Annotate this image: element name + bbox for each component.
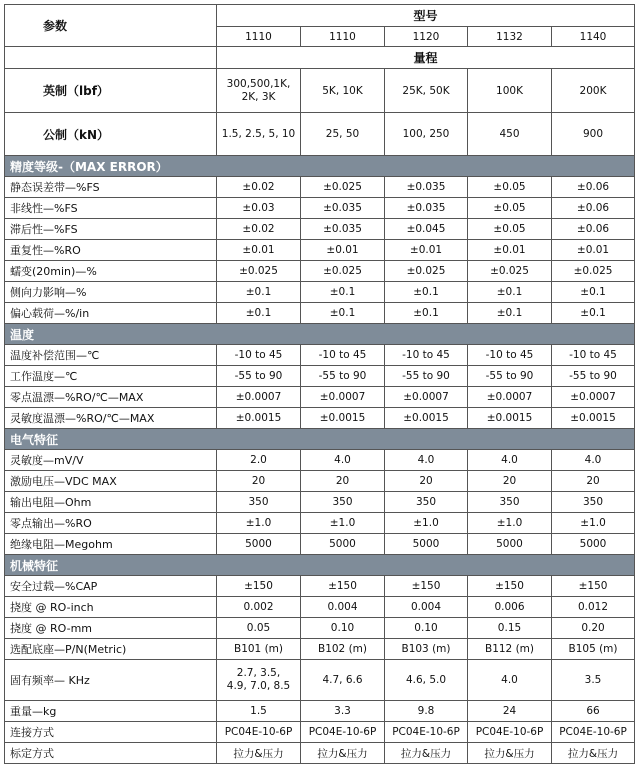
model-number: 1140 (552, 27, 635, 47)
row-value: ±0.045 (385, 219, 468, 240)
row-value: 拉力&压力 (552, 743, 635, 764)
row-value: ±0.02 (217, 177, 301, 198)
imperial-label: 英制（lbf） (5, 69, 217, 113)
row-value: ±150 (552, 576, 635, 597)
row-value: 0.05 (217, 618, 301, 639)
row-value: ±0.0015 (301, 408, 385, 429)
row-value: ±0.06 (552, 177, 635, 198)
row-value: 4.0 (301, 450, 385, 471)
row-value: ±0.025 (217, 261, 301, 282)
table-row (5, 513, 635, 534)
row-value: PC04E-10-6P (385, 722, 468, 743)
range-header: 量程 (217, 47, 635, 69)
model-number: 1110 (217, 27, 301, 47)
row-value: 3.5 (552, 660, 635, 701)
row-value: 2.7, 3.5, 4.9, 7.0, 8.5 (217, 660, 301, 701)
row-value: 0.002 (217, 597, 301, 618)
row-value: B103 (m) (385, 639, 468, 660)
row-value: ±0.0015 (385, 408, 468, 429)
row-value: 2.0 (217, 450, 301, 471)
table-row (5, 597, 635, 618)
row-value: ±0.1 (552, 303, 635, 324)
row-value: ±0.035 (385, 177, 468, 198)
model-number: 1120 (385, 27, 468, 47)
row-value: -10 to 45 (552, 345, 635, 366)
row-label: 连接方式 (5, 722, 217, 743)
metric-range: 900 (552, 113, 635, 156)
row-value: 24 (468, 701, 552, 722)
table-row (5, 660, 635, 701)
metric-range: 100, 250 (385, 113, 468, 156)
row-value: 0.004 (301, 597, 385, 618)
row-label: 安全过载—%CAP (5, 576, 217, 597)
row-value: ±0.01 (217, 240, 301, 261)
row-value: 4.0 (552, 450, 635, 471)
table-row (5, 450, 635, 471)
row-label: 重复性—%RO (5, 240, 217, 261)
row-value: ±0.025 (385, 261, 468, 282)
row-value: 9.8 (385, 701, 468, 722)
row-value: 20 (385, 471, 468, 492)
row-value: ±0.035 (385, 198, 468, 219)
row-value: ±0.0007 (217, 387, 301, 408)
row-value: 拉力&压力 (468, 743, 552, 764)
table-row (5, 701, 635, 722)
row-value: 0.20 (552, 618, 635, 639)
row-value: ±0.01 (385, 240, 468, 261)
row-value: ±0.025 (301, 261, 385, 282)
table-row (5, 722, 635, 743)
row-value: ±0.025 (552, 261, 635, 282)
row-value: ±0.03 (217, 198, 301, 219)
row-value: B112 (m) (468, 639, 552, 660)
row-value: PC04E-10-6P (301, 722, 385, 743)
row-value: ±1.0 (552, 513, 635, 534)
row-label: 灵敏度—mV/V (5, 450, 217, 471)
table-row (5, 198, 635, 219)
row-value: ±150 (301, 576, 385, 597)
row-label: 滞后性—%FS (5, 219, 217, 240)
row-value: PC04E-10-6P (217, 722, 301, 743)
row-value: ±0.1 (385, 303, 468, 324)
imperial-range: 25K, 50K (385, 69, 468, 113)
row-value: ±0.06 (552, 198, 635, 219)
row-value: ±0.0007 (385, 387, 468, 408)
row-label: 非线性—%FS (5, 198, 217, 219)
row-value: 5000 (217, 534, 301, 555)
row-value: 0.004 (385, 597, 468, 618)
row-value: 5000 (385, 534, 468, 555)
row-label: 重量—kg (5, 701, 217, 722)
row-value: -10 to 45 (301, 345, 385, 366)
row-value: ±0.1 (217, 303, 301, 324)
row-value: ±0.025 (301, 177, 385, 198)
spec-table (4, 4, 635, 764)
row-label: 绝缘电阻—Megohm (5, 534, 217, 555)
row-value: ±0.05 (468, 219, 552, 240)
section-header: 温度 (5, 324, 635, 345)
row-value: ±0.02 (217, 219, 301, 240)
row-value: ±0.1 (301, 303, 385, 324)
row-value: ±1.0 (301, 513, 385, 534)
row-value: 4.7, 6.6 (301, 660, 385, 701)
row-value: -10 to 45 (217, 345, 301, 366)
row-value: 66 (552, 701, 635, 722)
row-value: 4.0 (468, 660, 552, 701)
row-value: PC04E-10-6P (552, 722, 635, 743)
row-label: 输出电阻—Ohm (5, 492, 217, 513)
table-row (5, 177, 635, 198)
row-value: 拉力&压力 (217, 743, 301, 764)
row-label: 挠度 @ RO-inch (5, 597, 217, 618)
row-value: ±1.0 (217, 513, 301, 534)
model-number: 1110 (301, 27, 385, 47)
row-value: 20 (468, 471, 552, 492)
row-label: 挠度 @ RO-mm (5, 618, 217, 639)
row-value: 350 (385, 492, 468, 513)
row-value: ±1.0 (385, 513, 468, 534)
param-header: 参数 (5, 5, 217, 47)
row-label: 标定方式 (5, 743, 217, 764)
row-value: B102 (m) (301, 639, 385, 660)
table-row (5, 471, 635, 492)
section-header: 机械特征 (5, 555, 635, 576)
row-value: ±0.06 (552, 219, 635, 240)
row-value: 5000 (552, 534, 635, 555)
row-value: 0.15 (468, 618, 552, 639)
row-label: 工作温度—℃ (5, 366, 217, 387)
row-value: ±0.025 (468, 261, 552, 282)
row-value: 5000 (468, 534, 552, 555)
row-value: ±0.1 (217, 282, 301, 303)
row-value: PC04E-10-6P (468, 722, 552, 743)
row-value: ±0.01 (301, 240, 385, 261)
row-value: 350 (217, 492, 301, 513)
row-value: ±0.1 (552, 282, 635, 303)
row-value: 拉力&压力 (385, 743, 468, 764)
imperial-range: 200K (552, 69, 635, 113)
row-value: ±150 (385, 576, 468, 597)
table-row (5, 618, 635, 639)
row-value: ±0.1 (468, 282, 552, 303)
table-row (5, 345, 635, 366)
row-value: B105 (m) (552, 639, 635, 660)
row-value: 350 (301, 492, 385, 513)
row-label: 静态误差带—%FS (5, 177, 217, 198)
row-label: 蠕变(20min)—% (5, 261, 217, 282)
model-number: 1132 (468, 27, 552, 47)
table-row (5, 492, 635, 513)
row-label: 固有频率— KHz (5, 660, 217, 701)
row-value: ±150 (468, 576, 552, 597)
row-value: -55 to 90 (301, 366, 385, 387)
table-row (5, 743, 635, 764)
row-value: ±0.1 (468, 303, 552, 324)
imperial-range: 300,500,1K, 2K, 3K (217, 69, 301, 113)
row-value: 20 (552, 471, 635, 492)
row-value: 0.10 (301, 618, 385, 639)
row-value: ±0.05 (468, 177, 552, 198)
row-value: 350 (468, 492, 552, 513)
metric-label: 公制（kN） (5, 113, 217, 156)
row-value: 4.0 (385, 450, 468, 471)
metric-range: 450 (468, 113, 552, 156)
row-value: ±0.01 (468, 240, 552, 261)
row-value: -55 to 90 (468, 366, 552, 387)
model-header: 型号 (217, 5, 635, 27)
row-value: 拉力&压力 (301, 743, 385, 764)
row-label: 激励电压—VDC MAX (5, 471, 217, 492)
row-label: 偏心载荷—%/in (5, 303, 217, 324)
row-value: ±0.01 (552, 240, 635, 261)
row-label: 灵敏度温漂—%RO/℃—MAX (5, 408, 217, 429)
row-value: ±0.0015 (552, 408, 635, 429)
table-row (5, 576, 635, 597)
table-row (5, 240, 635, 261)
row-value: ±0.035 (301, 219, 385, 240)
row-value: 20 (217, 471, 301, 492)
blank-cell (5, 47, 217, 69)
row-value: B101 (m) (217, 639, 301, 660)
row-label: 温度补偿范围—℃ (5, 345, 217, 366)
table-row (5, 219, 635, 240)
row-value: -10 to 45 (468, 345, 552, 366)
row-value: 4.0 (468, 450, 552, 471)
row-value: -55 to 90 (552, 366, 635, 387)
table-row (5, 261, 635, 282)
row-value: 1.5 (217, 701, 301, 722)
row-value: ±0.1 (385, 282, 468, 303)
row-value: 4.6, 5.0 (385, 660, 468, 701)
row-value: ±0.0015 (468, 408, 552, 429)
row-value: 0.10 (385, 618, 468, 639)
imperial-range: 100K (468, 69, 552, 113)
table-row (5, 366, 635, 387)
row-value: 5000 (301, 534, 385, 555)
row-value: ±0.035 (301, 198, 385, 219)
section-header: 电气特征 (5, 429, 635, 450)
row-value: 0.012 (552, 597, 635, 618)
table-row (5, 387, 635, 408)
section-header: 精度等级-（MAX ERROR） (5, 156, 635, 177)
row-value: ±150 (217, 576, 301, 597)
metric-range: 25, 50 (301, 113, 385, 156)
row-value: -10 to 45 (385, 345, 468, 366)
imperial-range: 5K, 10K (301, 69, 385, 113)
row-label: 侧向力影响—% (5, 282, 217, 303)
table-row (5, 408, 635, 429)
row-value: ±0.0007 (301, 387, 385, 408)
row-value: 3.3 (301, 701, 385, 722)
row-label: 零点输出—%RO (5, 513, 217, 534)
row-value: ±0.05 (468, 198, 552, 219)
row-label: 选配底座—P/N(Metric) (5, 639, 217, 660)
row-value: 350 (552, 492, 635, 513)
row-value: ±0.0007 (468, 387, 552, 408)
table-row (5, 639, 635, 660)
row-value: ±1.0 (468, 513, 552, 534)
row-value: ±0.0007 (552, 387, 635, 408)
row-value: -55 to 90 (385, 366, 468, 387)
table-row (5, 303, 635, 324)
row-value: ±0.1 (301, 282, 385, 303)
row-value: ±0.0015 (217, 408, 301, 429)
row-label: 零点温漂—%RO/℃—MAX (5, 387, 217, 408)
row-value: 0.006 (468, 597, 552, 618)
row-value: -55 to 90 (217, 366, 301, 387)
table-row (5, 534, 635, 555)
table-row (5, 282, 635, 303)
row-value: 20 (301, 471, 385, 492)
metric-range: 1.5, 2.5, 5, 10 (217, 113, 301, 156)
